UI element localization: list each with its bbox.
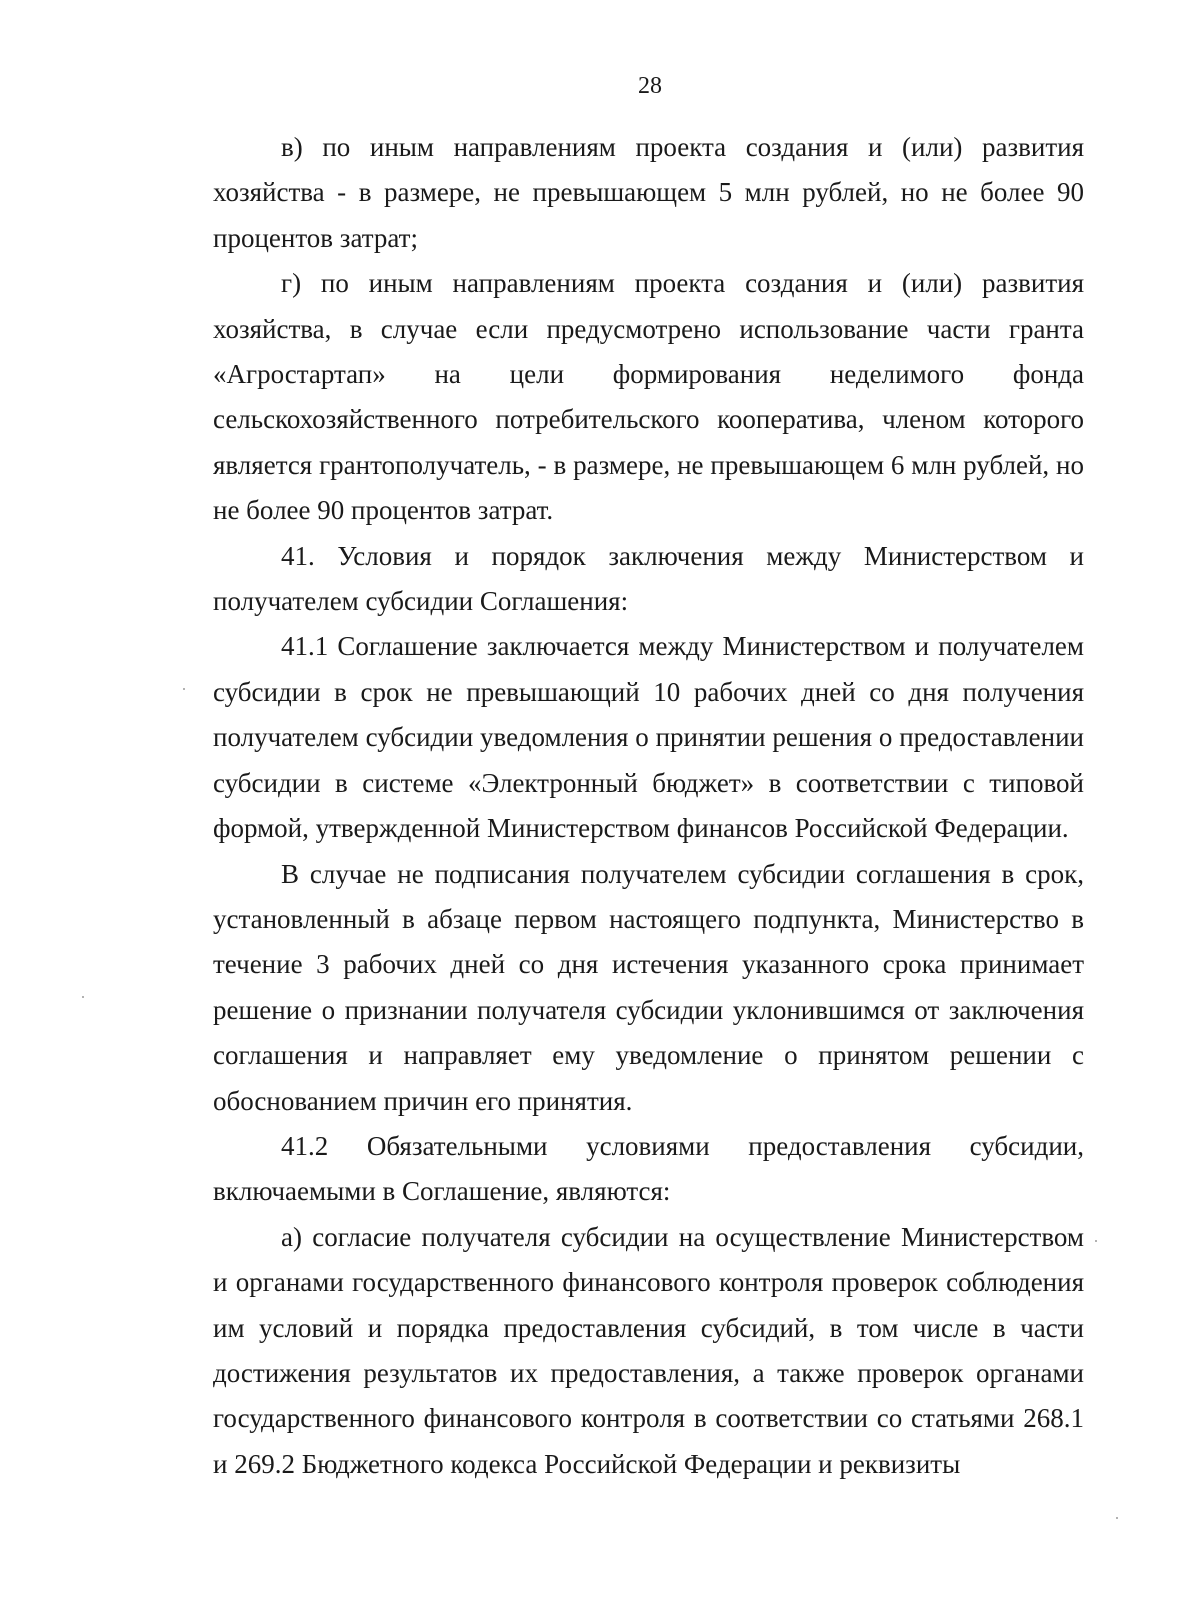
paragraph-refusal: В случае не подписания получателем субсидии соглашения в срок, установленный в абзаце первом настоящего подпункта, Министерство в течение 3 рабочих дней со дня истечения указанного срока принимает решение о признании получателя субсидии уклонившимся от заключения соглашения и направляет ему уведомление о принятом решении с обоснованием причин его принятия. — [213, 858, 1084, 1116]
scan-speck — [82, 996, 84, 998]
paragraph-41-1: 41.1 Соглашение заключается между Министерством и получателем субсидии в срок не превышающий 10 рабочих дней со дня получения получателем субсидии уведомления о принятии решения о предоставлении субсидии в системе «Электронный бюджет» в соответствии с типовой формой, утвержденной Министерством финансов Российской Федерации. — [213, 631, 1084, 844]
scan-speck — [183, 688, 185, 690]
document-body — [213, 125, 1084, 1487]
scan-speck — [1116, 1517, 1118, 1519]
paragraph-a: а) согласие получателя субсидии на осуществление Министерством и органами государственного финансового контроля проверок соблюдения им условий и порядка предоставления субсидий, в том числе в части достижения результатов их предоставления, а также проверок органами государственного финансового контроля в соответствии со статьями 268.1 и 269.2 Бюджетного кодекса Российской Федерации и реквизиты — [213, 1221, 1084, 1479]
paragraph-g: г) по иным направлениям проекта создания и (или) развития хозяйства, в случае если предусмотрено использование части гранта «Агростартап» на цели формирования неделимого фонда сельскохозяйственного потребительского кооператива, членом которого является грантополучатель, - в размере, не превышающем 6 млн рублей, но не более 90 процентов затрат. — [213, 268, 1084, 526]
scan-speck — [1095, 1240, 1097, 1242]
paragraph-41: 41. Условия и порядок заключения между Министерством и получателем субсидии Соглашения: — [213, 540, 1084, 617]
paragraph-v: в) по иным направлениям проекта создания и (или) развития хозяйства - в размере, не превышающем 5 млн рублей, но не более 90 процентов затрат; — [213, 132, 1084, 253]
paragraph-41-2: 41.2 Обязательными условиями предоставления субсидии, включаемыми в Соглашение, являются: — [213, 1130, 1084, 1207]
page-number: 28 — [638, 73, 662, 99]
